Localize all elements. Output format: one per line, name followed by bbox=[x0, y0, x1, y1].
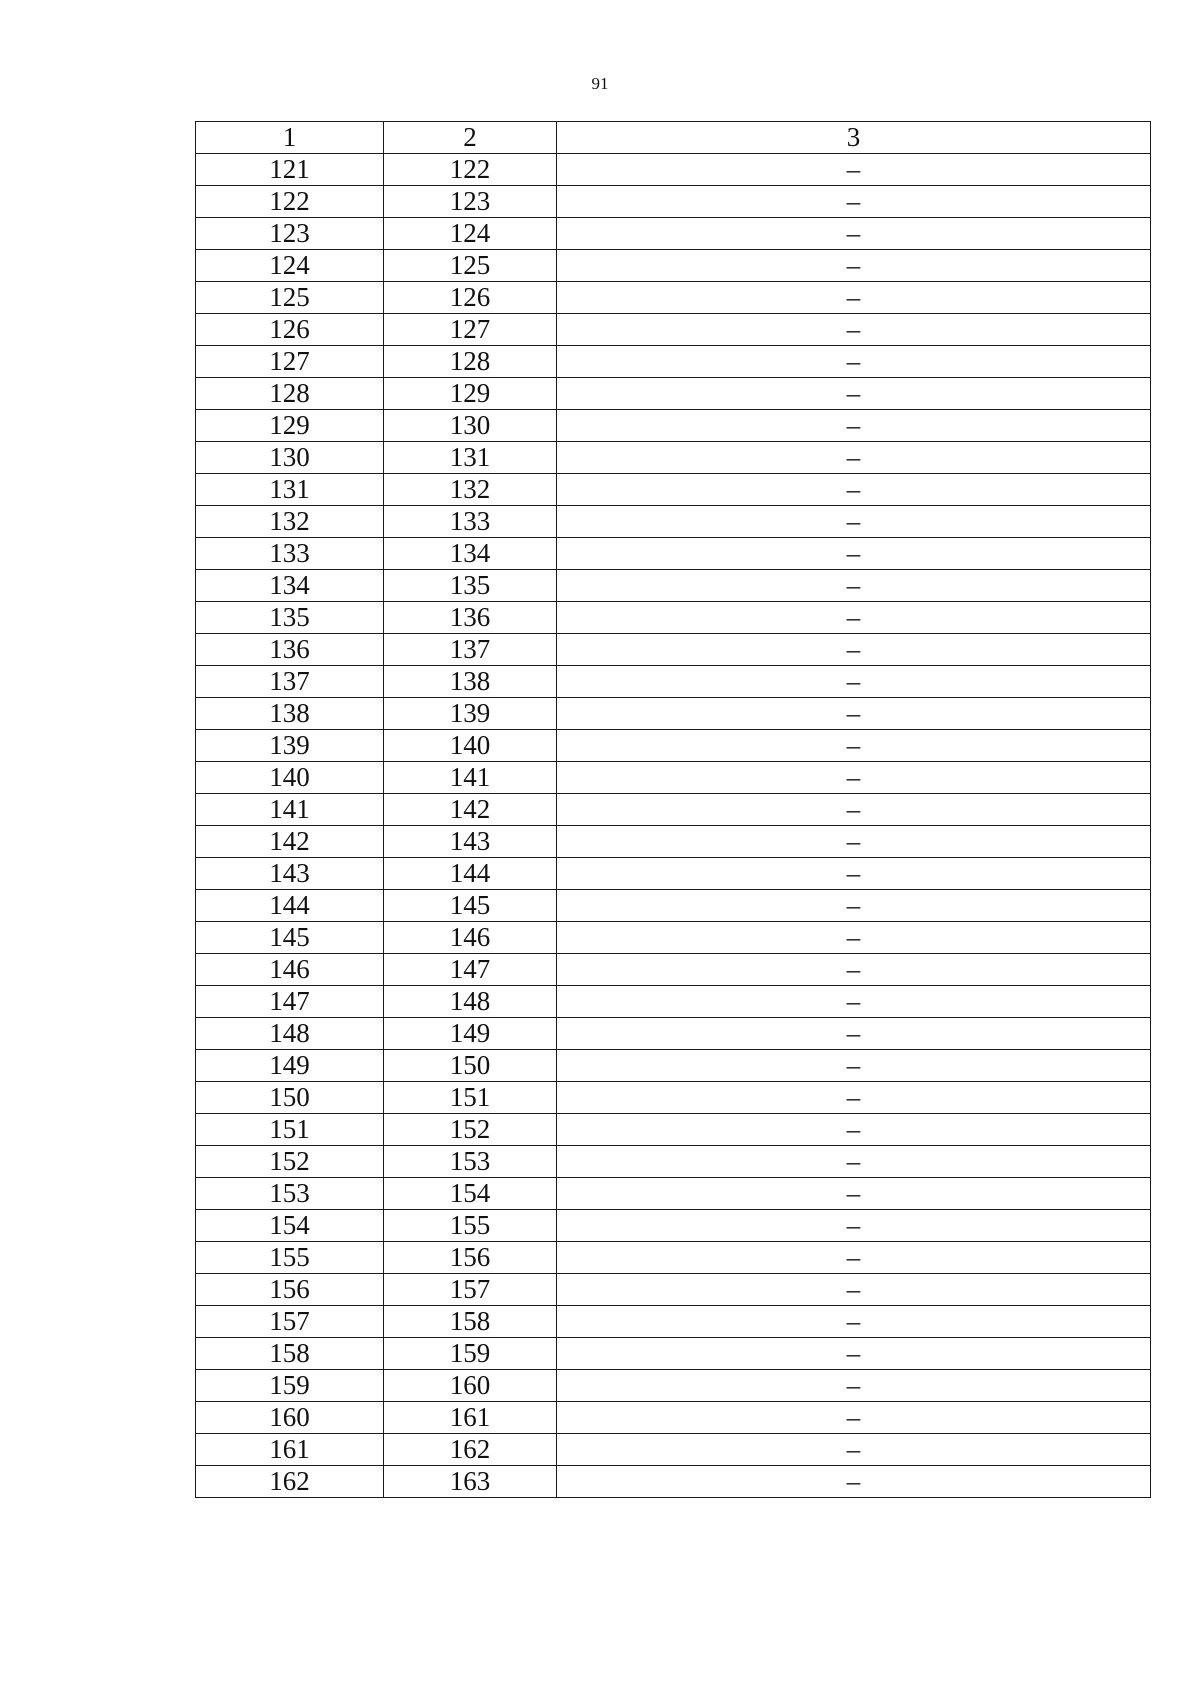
table-cell-col-3: – bbox=[557, 954, 1151, 986]
table-cell-col-2: 123 bbox=[384, 186, 557, 218]
table-row bbox=[196, 570, 1151, 602]
table-cell-col-3: – bbox=[557, 314, 1151, 346]
table-cell-col-1: 132 bbox=[196, 506, 384, 538]
table-cell-col-3: – bbox=[557, 890, 1151, 922]
table-cell-col-3: – bbox=[557, 1274, 1151, 1306]
table-cell-col-2: 134 bbox=[384, 538, 557, 570]
table-cell-col-1: 158 bbox=[196, 1338, 384, 1370]
table-row bbox=[196, 1402, 1151, 1434]
table-cell-col-2: 151 bbox=[384, 1082, 557, 1114]
table-cell-col-3: – bbox=[557, 538, 1151, 570]
table-row bbox=[196, 218, 1151, 250]
table-cell-col-3: – bbox=[557, 250, 1151, 282]
table-row bbox=[196, 346, 1151, 378]
table-cell-col-3: – bbox=[557, 570, 1151, 602]
table-cell-col-3: – bbox=[557, 1306, 1151, 1338]
page-number: 91 bbox=[591, 74, 609, 93]
table-cell-col-2: 153 bbox=[384, 1146, 557, 1178]
table-row bbox=[196, 826, 1151, 858]
table-cell-col-1: 121 bbox=[196, 154, 384, 186]
table-cell-col-3: – bbox=[557, 282, 1151, 314]
table-cell-col-1: 137 bbox=[196, 666, 384, 698]
table-cell-col-1: 149 bbox=[196, 1050, 384, 1082]
table-cell-col-2: 144 bbox=[384, 858, 557, 890]
table-cell-col-2: 163 bbox=[384, 1466, 557, 1498]
table-cell-col-2: 147 bbox=[384, 954, 557, 986]
table-cell-col-1: 143 bbox=[196, 858, 384, 890]
table-cell-col-2: 145 bbox=[384, 890, 557, 922]
table-header-row bbox=[196, 122, 1151, 154]
table-row bbox=[196, 378, 1151, 410]
data-table bbox=[195, 121, 1151, 1498]
table-cell-col-1: 145 bbox=[196, 922, 384, 954]
table-cell-col-3: – bbox=[557, 634, 1151, 666]
table-cell-col-3: – bbox=[557, 346, 1151, 378]
table-cell-col-1: 155 bbox=[196, 1242, 384, 1274]
table-cell-col-1: 146 bbox=[196, 954, 384, 986]
table-body bbox=[196, 122, 1151, 1498]
table-cell-col-2: 128 bbox=[384, 346, 557, 378]
table-cell-col-1: 159 bbox=[196, 1370, 384, 1402]
table-cell-col-1: 135 bbox=[196, 602, 384, 634]
table-cell-col-1: 152 bbox=[196, 1146, 384, 1178]
table-row bbox=[196, 1370, 1151, 1402]
table-cell-col-2: 149 bbox=[384, 1018, 557, 1050]
table-cell-col-2: 140 bbox=[384, 730, 557, 762]
table-cell-col-3: – bbox=[557, 1146, 1151, 1178]
table-cell-col-1: 154 bbox=[196, 1210, 384, 1242]
table-cell-col-3: – bbox=[557, 1018, 1151, 1050]
table-cell-col-2: 138 bbox=[384, 666, 557, 698]
table-cell-col-2: 150 bbox=[384, 1050, 557, 1082]
table-row bbox=[196, 154, 1151, 186]
table-cell-col-1: 157 bbox=[196, 1306, 384, 1338]
table-cell-col-2: 142 bbox=[384, 794, 557, 826]
table-cell-col-2: 157 bbox=[384, 1274, 557, 1306]
table-row bbox=[196, 474, 1151, 506]
table-cell-col-3: – bbox=[557, 154, 1151, 186]
table-cell-col-3: – bbox=[557, 1178, 1151, 1210]
table-cell-col-2: 122 bbox=[384, 154, 557, 186]
table-cell-col-3: – bbox=[557, 1466, 1151, 1498]
table-cell-col-2: 148 bbox=[384, 986, 557, 1018]
table-cell-col-2: 162 bbox=[384, 1434, 557, 1466]
table-row bbox=[196, 1242, 1151, 1274]
table-row bbox=[196, 922, 1151, 954]
table-row bbox=[196, 250, 1151, 282]
table-cell-col-3: – bbox=[557, 442, 1151, 474]
table-cell-col-1: 144 bbox=[196, 890, 384, 922]
table-cell-col-3: – bbox=[557, 826, 1151, 858]
table-cell-col-3: – bbox=[557, 410, 1151, 442]
table-cell-col-3: – bbox=[557, 730, 1151, 762]
table-cell-col-1: 150 bbox=[196, 1082, 384, 1114]
table-cell-col-2: 124 bbox=[384, 218, 557, 250]
table-cell-col-1: 142 bbox=[196, 826, 384, 858]
table-cell-col-3: – bbox=[557, 1370, 1151, 1402]
table-cell-col-3: – bbox=[557, 762, 1151, 794]
table-cell-col-3: – bbox=[557, 794, 1151, 826]
table-cell-col-3: – bbox=[557, 1082, 1151, 1114]
table-cell-col-3: – bbox=[557, 1434, 1151, 1466]
table-cell-col-2: 126 bbox=[384, 282, 557, 314]
table-cell-col-1: 123 bbox=[196, 218, 384, 250]
table-cell-col-1: 147 bbox=[196, 986, 384, 1018]
table-cell-col-2: 135 bbox=[384, 570, 557, 602]
table-cell-col-2: 156 bbox=[384, 1242, 557, 1274]
table-row bbox=[196, 1466, 1151, 1498]
table-cell-col-1: 136 bbox=[196, 634, 384, 666]
table-row bbox=[196, 282, 1151, 314]
table-cell-col-1: 162 bbox=[196, 1466, 384, 1498]
table-row bbox=[196, 1018, 1151, 1050]
table-row bbox=[196, 1210, 1151, 1242]
table-cell-col-3: – bbox=[557, 1402, 1151, 1434]
table-cell-col-1: 140 bbox=[196, 762, 384, 794]
table-row bbox=[196, 698, 1151, 730]
table-row bbox=[196, 634, 1151, 666]
table-row bbox=[196, 794, 1151, 826]
table-row bbox=[196, 538, 1151, 570]
table-cell-col-1: 128 bbox=[196, 378, 384, 410]
table-cell-col-1: 160 bbox=[196, 1402, 384, 1434]
table-row bbox=[196, 1050, 1151, 1082]
table-cell-col-2: 127 bbox=[384, 314, 557, 346]
table-cell-col-1: 151 bbox=[196, 1114, 384, 1146]
header-cell-col-3: 3 bbox=[557, 122, 1151, 154]
table-cell-col-3: – bbox=[557, 666, 1151, 698]
table-row bbox=[196, 1306, 1151, 1338]
table-cell-col-1: 156 bbox=[196, 1274, 384, 1306]
table-cell-col-2: 154 bbox=[384, 1178, 557, 1210]
table-cell-col-1: 141 bbox=[196, 794, 384, 826]
table-row bbox=[196, 1178, 1151, 1210]
table-cell-col-1: 122 bbox=[196, 186, 384, 218]
table-cell-col-3: – bbox=[557, 986, 1151, 1018]
table-cell-col-2: 161 bbox=[384, 1402, 557, 1434]
table-cell-col-1: 131 bbox=[196, 474, 384, 506]
table-row bbox=[196, 762, 1151, 794]
table-cell-col-3: – bbox=[557, 218, 1151, 250]
table-row bbox=[196, 858, 1151, 890]
table-cell-col-1: 161 bbox=[196, 1434, 384, 1466]
table-cell-col-3: – bbox=[557, 1242, 1151, 1274]
table-row bbox=[196, 986, 1151, 1018]
table-row bbox=[196, 666, 1151, 698]
table-cell-col-1: 126 bbox=[196, 314, 384, 346]
table-cell-col-1: 129 bbox=[196, 410, 384, 442]
table-row bbox=[196, 410, 1151, 442]
table-cell-col-3: – bbox=[557, 474, 1151, 506]
table-cell-col-2: 158 bbox=[384, 1306, 557, 1338]
table-cell-col-2: 125 bbox=[384, 250, 557, 282]
table-cell-col-3: – bbox=[557, 1210, 1151, 1242]
table-row bbox=[196, 314, 1151, 346]
table-row bbox=[196, 1338, 1151, 1370]
table-row bbox=[196, 602, 1151, 634]
table-row bbox=[196, 1082, 1151, 1114]
table-cell-col-3: – bbox=[557, 186, 1151, 218]
table-cell-col-2: 155 bbox=[384, 1210, 557, 1242]
table-cell-col-2: 160 bbox=[384, 1370, 557, 1402]
table-cell-col-2: 159 bbox=[384, 1338, 557, 1370]
table-cell-col-2: 141 bbox=[384, 762, 557, 794]
header-cell-col-2: 2 bbox=[384, 122, 557, 154]
table-cell-col-2: 130 bbox=[384, 410, 557, 442]
table-row bbox=[196, 954, 1151, 986]
table-cell-col-2: 143 bbox=[384, 826, 557, 858]
table-cell-col-2: 131 bbox=[384, 442, 557, 474]
table-cell-col-3: – bbox=[557, 1050, 1151, 1082]
table-cell-col-1: 134 bbox=[196, 570, 384, 602]
table-row bbox=[196, 730, 1151, 762]
table-cell-col-1: 130 bbox=[196, 442, 384, 474]
table-cell-col-2: 129 bbox=[384, 378, 557, 410]
table-cell-col-2: 139 bbox=[384, 698, 557, 730]
table-cell-col-1: 153 bbox=[196, 1178, 384, 1210]
table-cell-col-3: – bbox=[557, 1114, 1151, 1146]
table-cell-col-2: 152 bbox=[384, 1114, 557, 1146]
table-row bbox=[196, 186, 1151, 218]
table-row bbox=[196, 442, 1151, 474]
header-cell-col-1: 1 bbox=[196, 122, 384, 154]
table-cell-col-3: – bbox=[557, 922, 1151, 954]
table-cell-col-3: – bbox=[557, 506, 1151, 538]
table-cell-col-2: 133 bbox=[384, 506, 557, 538]
table-cell-col-2: 132 bbox=[384, 474, 557, 506]
table-cell-col-2: 137 bbox=[384, 634, 557, 666]
table-cell-col-1: 148 bbox=[196, 1018, 384, 1050]
table-cell-col-1: 133 bbox=[196, 538, 384, 570]
table-cell-col-3: – bbox=[557, 602, 1151, 634]
table-row bbox=[196, 1146, 1151, 1178]
table-cell-col-3: – bbox=[557, 698, 1151, 730]
table-cell-col-1: 139 bbox=[196, 730, 384, 762]
table-cell-col-2: 136 bbox=[384, 602, 557, 634]
table-cell-col-1: 125 bbox=[196, 282, 384, 314]
table-cell-col-1: 138 bbox=[196, 698, 384, 730]
table-cell-col-3: – bbox=[557, 378, 1151, 410]
table-cell-col-3: – bbox=[557, 1338, 1151, 1370]
table-row bbox=[196, 1114, 1151, 1146]
table-row bbox=[196, 1434, 1151, 1466]
table-row bbox=[196, 890, 1151, 922]
table-cell-col-3: – bbox=[557, 858, 1151, 890]
table-cell-col-1: 124 bbox=[196, 250, 384, 282]
table-cell-col-2: 146 bbox=[384, 922, 557, 954]
table-cell-col-1: 127 bbox=[196, 346, 384, 378]
table-row bbox=[196, 506, 1151, 538]
table-row bbox=[196, 1274, 1151, 1306]
